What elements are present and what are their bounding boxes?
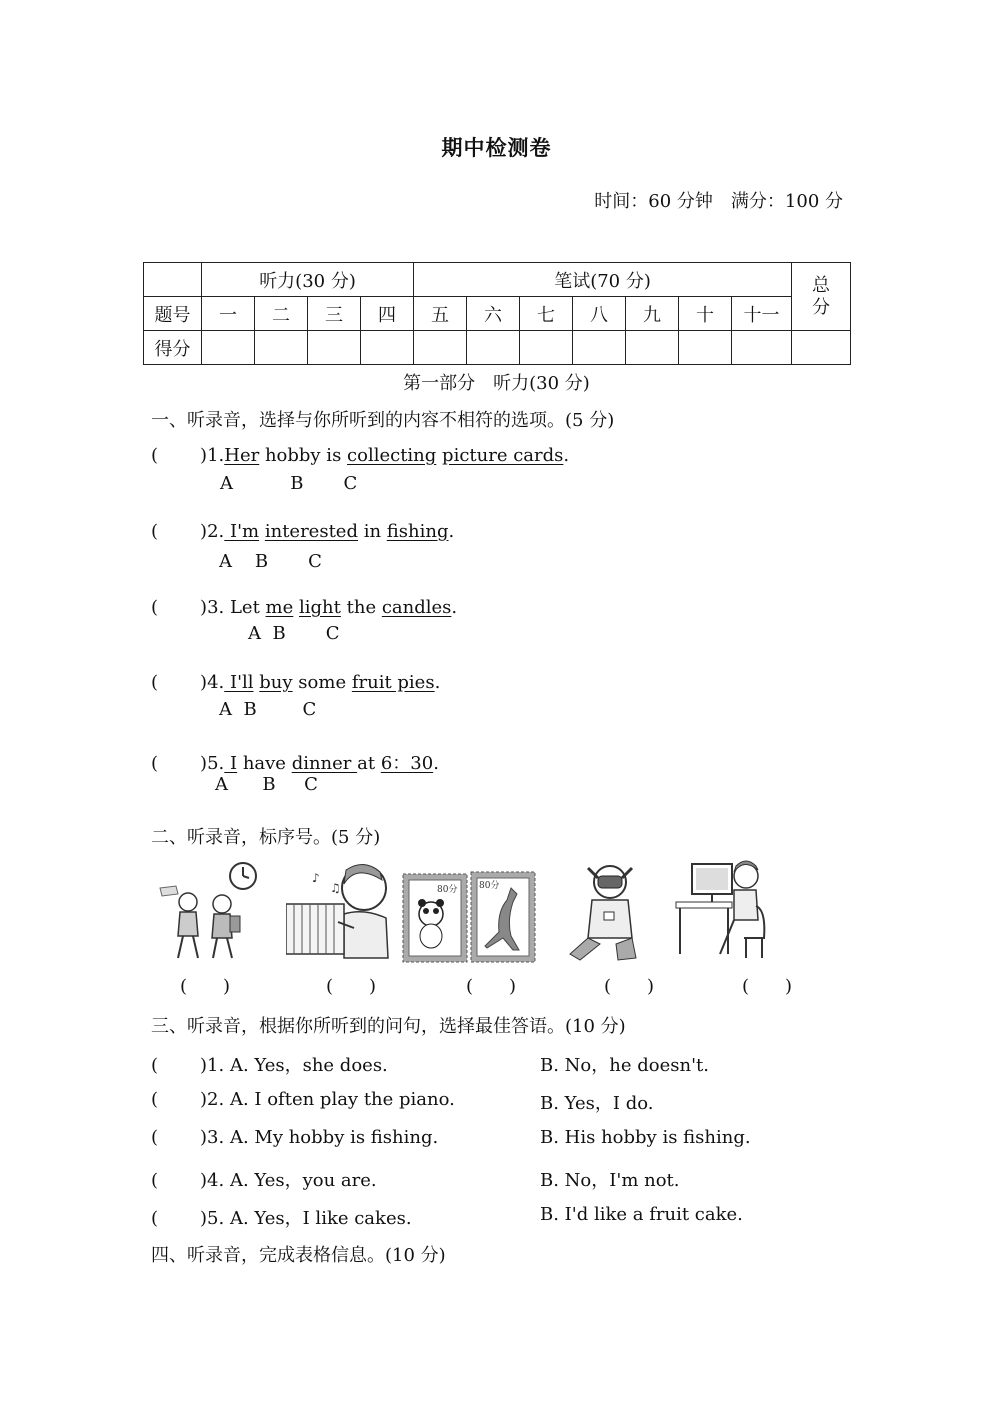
s3-question-4: ( )4. A. Yes，you are.: [151, 1170, 377, 1191]
score-cell[interactable]: [679, 331, 732, 365]
s1-options-4: A B C: [219, 699, 317, 720]
row-score-label: 得分: [144, 331, 202, 365]
score-cell[interactable]: [520, 331, 573, 365]
section3-heading: 三、听录音，根据你所听到的问句，选择最佳答语。(10 分): [151, 1016, 626, 1037]
column-header: 一: [202, 297, 255, 331]
section2-heading: 二、听录音，标序号。(5 分): [151, 827, 381, 848]
s1-options-1: A B C: [220, 473, 358, 494]
answer-blank-3[interactable]: ( ): [466, 976, 517, 997]
page-title: 期中检测卷: [441, 135, 552, 160]
s3-question-2: ( )2. A. I often play the piano.: [151, 1089, 455, 1110]
total-score-cell[interactable]: [792, 331, 851, 365]
boy-playing-piano-icon: [286, 858, 390, 966]
children-walking-to-school-icon: [156, 858, 260, 966]
s1-question-1: ( )1.Her hobby is collecting picture cards.: [151, 445, 570, 466]
listening-header: 听力(30 分): [202, 263, 414, 297]
score-cell[interactable]: [467, 331, 520, 365]
part-title: 第一部分 听力(30 分): [403, 373, 590, 394]
s3-question-5: ( )5. A. Yes，I like cakes.: [151, 1208, 412, 1229]
column-header: 七: [520, 297, 573, 331]
section4-heading: 四、听录音，完成表格信息。(10 分): [151, 1245, 446, 1266]
section1-heading: 一、听录音，选择与你所听到的内容不相符的选项。(5 分): [151, 410, 615, 431]
boy-with-binoculars-icon: [566, 858, 656, 966]
s3-option-b-1: B. No，he doesn't.: [540, 1055, 709, 1076]
column-header: 八: [573, 297, 626, 331]
s3-option-b-5: B. I'd like a fruit cake.: [540, 1204, 743, 1225]
exam-meta: 时间：60 分钟 满分：100 分: [594, 191, 843, 212]
row-number-label: 题号: [144, 297, 202, 331]
stamps-icon: [401, 858, 537, 966]
score-cell[interactable]: [414, 331, 467, 365]
score-table-corner: [144, 263, 202, 297]
column-header: 五: [414, 297, 467, 331]
s3-option-b-4: B. No，I'm not.: [540, 1170, 680, 1191]
answer-blank-4[interactable]: ( ): [604, 976, 655, 997]
s1-options-2: A B C: [219, 551, 322, 572]
s3-question-1: ( )1. A. Yes，she does.: [151, 1055, 388, 1076]
s1-question-3: ( )3. Let me light the candles.: [151, 597, 458, 618]
answer-blank-2[interactable]: ( ): [326, 976, 377, 997]
s1-question-2: ( )2. I'm interested in fishing.: [151, 521, 455, 542]
s1-options-3: A B C: [248, 623, 340, 644]
total-header: 总分: [792, 263, 851, 331]
svg-text:♫: ♫: [330, 881, 341, 895]
column-header: 十: [679, 297, 732, 331]
s3-option-b-3: B. His hobby is fishing.: [540, 1127, 751, 1148]
column-header: 四: [361, 297, 414, 331]
column-header: 十一: [732, 297, 792, 331]
writing-header: 笔试(70 分): [414, 263, 792, 297]
s1-options-5: A B C: [215, 774, 318, 795]
score-cell[interactable]: [573, 331, 626, 365]
score-table: [143, 262, 851, 365]
score-cell[interactable]: [255, 331, 308, 365]
stamp-1-price: 80分: [437, 885, 458, 895]
score-cell[interactable]: [732, 331, 792, 365]
stamp-2-price: 80分: [479, 881, 500, 891]
svg-text:♪: ♪: [312, 871, 320, 885]
column-header: 六: [467, 297, 520, 331]
column-header: 九: [626, 297, 679, 331]
answer-blank-1[interactable]: ( ): [180, 976, 231, 997]
score-cell[interactable]: [308, 331, 361, 365]
boy-at-computer-icon: [674, 858, 774, 966]
s3-option-b-2: B. Yes，I do.: [540, 1093, 654, 1114]
column-header: 二: [255, 297, 308, 331]
s1-question-4: ( )4. I'll buy some fruit pies.: [151, 672, 441, 693]
score-cell[interactable]: [626, 331, 679, 365]
answer-blank-5[interactable]: ( ): [742, 976, 793, 997]
score-cell[interactable]: [202, 331, 255, 365]
column-header: 三: [308, 297, 361, 331]
score-cell[interactable]: [361, 331, 414, 365]
s3-question-3: ( )3. A. My hobby is fishing.: [151, 1127, 439, 1148]
s1-question-5: ( )5. I have dinner at 6：30.: [151, 753, 439, 774]
